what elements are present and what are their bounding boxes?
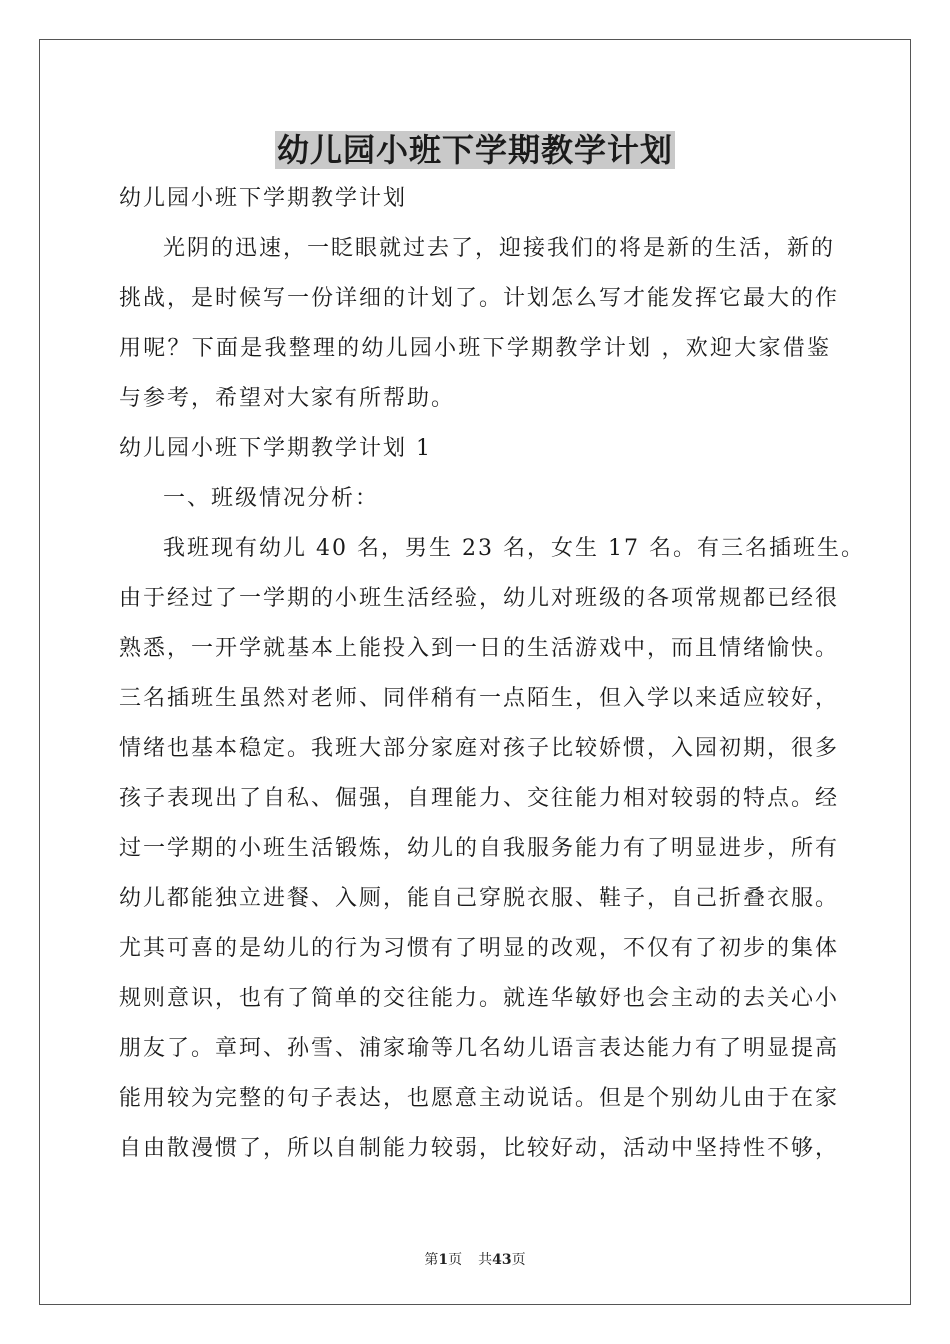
text-line: 自由散漫惯了，所以自制能力较弱，比较好动，活动中坚持性不够， <box>119 1136 840 1161</box>
text-line: 幼儿园小班下学期教学计划 <box>119 186 408 211</box>
text-line: 与参考，希望对大家有所帮助。 <box>119 386 456 411</box>
text-line: 规则意识，也有了简单的交往能力。就连华敏妤也会主动的去关心小 <box>119 986 840 1011</box>
footer-total-prefix: 共 <box>478 1252 493 1268</box>
document-body <box>119 174 865 1174</box>
footer-page-suffix: 页 <box>448 1252 463 1268</box>
text-line: 用呢？下面是我整理的幼儿园小班下学期教学计划 ，欢迎大家借鉴 <box>119 336 831 361</box>
text-line: 能用较为完整的句子表达，也愿意主动说话。但是个别幼儿由于在家 <box>119 1086 840 1111</box>
document-title-text: 幼儿园小班下学期教学计划 <box>276 131 673 169</box>
text-line: 过一学期的小班生活锻炼，幼儿的自我服务能力有了明显进步，所有 <box>119 836 840 861</box>
text-line: 一、班级情况分析： <box>163 486 380 511</box>
text-line: 我班现有幼儿 40 名，男生 23 名，女生 17 名。有三名插班生。 <box>163 536 865 561</box>
text-line: 三名插班生虽然对老师、同伴稍有一点陌生，但入学以来适应较好， <box>119 686 840 711</box>
text-line: 尤其可喜的是幼儿的行为习惯有了明显的改观，不仅有了初步的集体 <box>119 936 840 961</box>
text-line: 熟悉，一开学就基本上能投入到一日的生活游戏中，而且情绪愉快。 <box>119 636 840 661</box>
text-line: 朋友了。章珂、孙雪、浦家瑜等几名幼儿语言表达能力有了明显提高 <box>119 1036 840 1061</box>
text-line: 情绪也基本稳定。我班大部分家庭对孩子比较娇惯，入园初期，很多 <box>119 736 840 761</box>
text-line: 光阴的迅速，一眨眼就过去了，迎接我们的将是新的生活，新的 <box>163 236 836 261</box>
document-title <box>0 124 950 176</box>
text-line: 由于经过了一学期的小班生活经验，幼儿对班级的各项常规都已经很 <box>119 586 840 611</box>
footer-total-suffix: 页 <box>511 1252 526 1268</box>
text-line: 孩子表现出了自私、倔强，自理能力、交往能力相对较弱的特点。经 <box>119 786 840 811</box>
footer-page-prefix: 第 <box>424 1252 439 1268</box>
text-line: 幼儿园小班下学期教学计划 1 <box>119 436 432 461</box>
footer-page-current: 1 <box>438 1252 449 1268</box>
page-footer <box>0 1250 950 1270</box>
text-line: 幼儿都能独立进餐、入厕，能自己穿脱衣服、鞋子，自己折叠衣服。 <box>119 886 840 911</box>
text-line: 挑战，是时候写一份详细的计划了。计划怎么写才能发挥它最大的作 <box>119 286 840 311</box>
footer-page-total: 43 <box>492 1252 512 1268</box>
